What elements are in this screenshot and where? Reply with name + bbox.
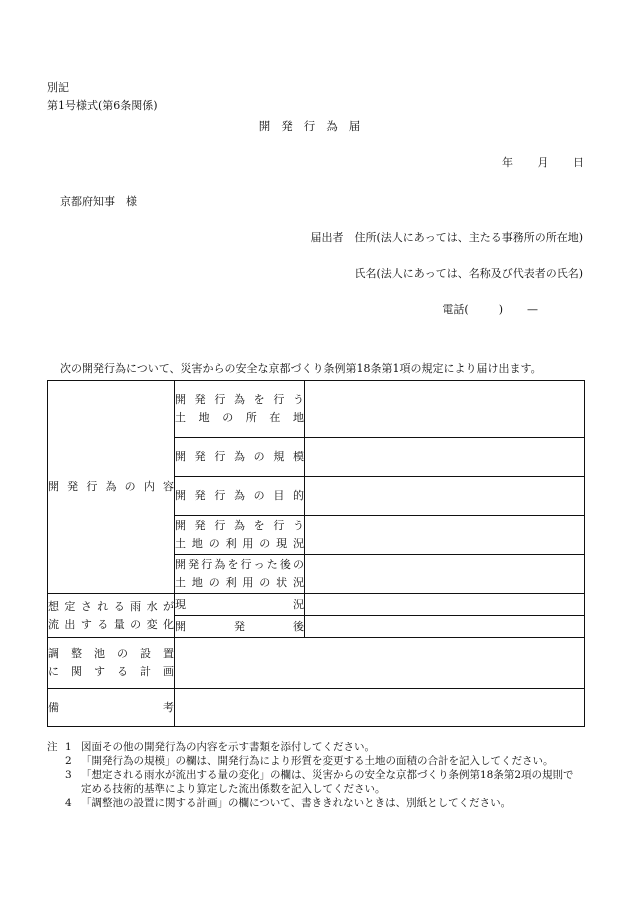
- form-number: 第1号様式(第6条関係): [47, 99, 158, 112]
- intro-text: 次の開発行為について、災害からの安全な京都づくり条例第18条第1項の規定により届け出ます。: [60, 362, 542, 375]
- pond-plan-value[interactable]: [175, 638, 585, 689]
- remarks-value[interactable]: [175, 689, 585, 727]
- date-day: 日: [573, 156, 584, 169]
- scale-value[interactable]: [305, 438, 585, 477]
- rainwater-after-label: 開発後: [175, 616, 305, 638]
- note-text: 「想定される雨水が流出する量の変化」の欄は、災害からの安全な京都づくり条例第18条第2項の規則で定める技術的基準により算定した流出係数を記入してください。: [81, 769, 574, 795]
- content-section-label: 開発行為の内容: [48, 381, 175, 594]
- note-text: 「調整池の設置に関する計画」の欄について、書ききれないときは、別紙としてください。: [81, 797, 512, 809]
- location-value[interactable]: [305, 381, 585, 438]
- rainwater-after-value[interactable]: [305, 616, 585, 638]
- note-item: 3 「想定される雨水が流出する量の変化」の欄は、災害からの安全な京都づくり条例第18条第2項の規則で定める技術的基準により算定した流出係数を記入してください。: [65, 769, 574, 795]
- note-item: 注 1 図面その他の開発行為の内容を示す書類を添付してください。: [47, 741, 375, 753]
- scale-label: 開発行為の規模: [175, 438, 305, 477]
- note-text: 図面その他の開発行為の内容を示す書類を添付してください。: [81, 741, 375, 753]
- current-use-value[interactable]: [305, 516, 585, 555]
- date-line: [502, 156, 584, 170]
- current-use-label: 開発行為を行う 土地の利用の現況: [175, 516, 305, 555]
- phone-dash: —: [527, 303, 538, 316]
- notification-form-table: [47, 380, 585, 727]
- phone-open: 電話(: [442, 303, 469, 316]
- purpose-label: 開発行為の目的: [175, 477, 305, 516]
- pond-plan-label: 調整池の設置 に関する計画: [48, 638, 175, 689]
- form-label: 別記: [47, 81, 69, 94]
- after-use-value[interactable]: [305, 555, 585, 594]
- phone-close: ): [498, 303, 503, 316]
- after-use-label: 開発行為を行った後の 土地の利用の状況: [175, 555, 305, 594]
- rainwater-label: 想定される雨水が 流出する量の変化: [48, 594, 175, 638]
- location-label: 開発行為を行う 土地の所在地: [175, 381, 305, 438]
- applicant-address-label: 届出者 住所(法人にあっては、主たる事務所の所在地): [310, 231, 583, 244]
- note-item: 2 「開発行為の規模」の欄は、開発行為により形質を変更する土地の面積の合計を記入してください。: [65, 755, 554, 767]
- remarks-label: 備考: [48, 689, 175, 727]
- applicant-name-label: 氏名(法人にあっては、名称及び代表者の氏名): [354, 267, 583, 280]
- date-year: 年: [502, 156, 513, 169]
- date-month: 月: [537, 156, 549, 169]
- notes-section: [47, 740, 584, 810]
- rainwater-current-value[interactable]: [305, 594, 585, 616]
- applicant-phone-label: [442, 303, 538, 317]
- notes-prefix: 注: [47, 741, 58, 753]
- note-text: 「開発行為の規模」の欄は、開発行為により形質を変更する土地の面積の合計を記入してください。: [81, 755, 554, 767]
- purpose-value[interactable]: [305, 477, 585, 516]
- page-title: 開発行為届: [258, 119, 372, 133]
- note-item: 4 「調整池の設置に関する計画」の欄について、書ききれないときは、別紙としてください。: [65, 797, 512, 809]
- rainwater-current-label: 現況: [175, 594, 305, 616]
- addressee: 京都府知事 様: [60, 195, 137, 208]
